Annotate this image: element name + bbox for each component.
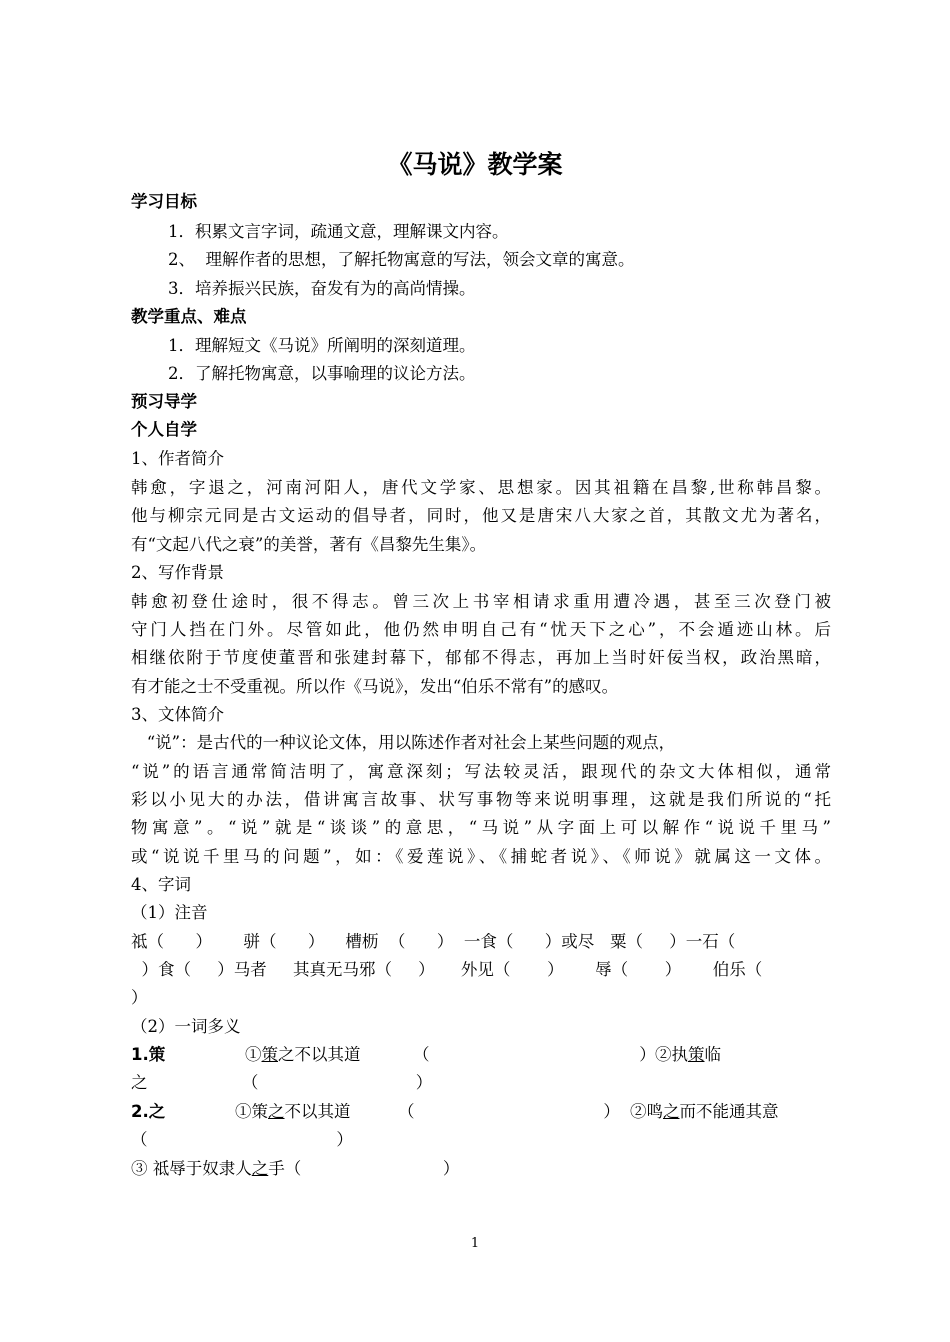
background-line: 相继依附于节度使董晋和张建封幕下，郁郁不得志，再加上当时奸佞当权，政治黑暗，: [131, 648, 831, 667]
page-title: 《马说》教学案: [387, 150, 563, 179]
polysemy-word-ce: 1.策: [131, 1045, 166, 1064]
author-line: 韩愈，字退之，河南河阳人，唐代文学家、思想家。因其祖籍在昌黎,世称韩昌黎。: [131, 478, 831, 497]
author-line: 有“文起八代之衰”的美誉，著有《昌黎先生集》。: [131, 535, 487, 554]
polysemy-label: （2）一词多义: [131, 1017, 241, 1036]
background-label: 2、写作背景: [131, 563, 224, 582]
answer-blank[interactable]: （ ）: [398, 1102, 620, 1121]
background-line: 有才能之士不受重视。所以作《马说》，发出“伯乐不常有”的感叹。: [131, 677, 619, 696]
author-label: 1、作者简介: [131, 449, 224, 468]
pronunciation-line: ）食（ ）马者 其真无马邪（ ） 外见（ ） 辱（ ） 伯乐（: [131, 960, 763, 979]
pronunciation-line: 祗（ ） 骈（ ） 槽枥 （ ） 一食（ ）或尽 粟（ ）一石（: [131, 932, 736, 951]
genre-line: 物寓意”。“说”就是“谈谈”的意思，“马说”从字面上可以解作“说说千里马”: [131, 818, 831, 837]
underlined-word: 策: [261, 1045, 278, 1064]
genre-label: 3、文体简介: [131, 705, 224, 724]
genre-line: “说”：是古代的一种议论文体，用以陈述作者对社会上某些问题的观点，: [131, 733, 676, 752]
underlined-word: 之: [268, 1102, 285, 1121]
keypoint-item: 1．理解短文《马说》所阐明的深刻道理。: [168, 336, 476, 355]
polysemy-word-zhi: 2.之: [131, 1102, 166, 1121]
genre-line: 或“说说千里马的问题”，如：《爱莲说》、《捕蛇者说》、《师说》就属这一文体。: [131, 847, 831, 866]
polysemy-sentence: ①策之不以其道: [235, 1102, 351, 1121]
pronunciation-line: ）: [131, 988, 148, 1007]
objective-item: 1．积累文言字词，疏通文意，理解课文内容。: [168, 222, 509, 241]
background-line: 守门人挡在门外。尽管如此，他仍然申明自己有“忧天下之心”，不会遁迹山林。后: [131, 620, 831, 639]
author-line: 他与柳宗元同是古文运动的倡导者，同时，他又是唐宋八大家之首，其散文尤为著名，: [131, 506, 831, 525]
genre-line: 彩以小见大的办法，借讲寓言故事、状写事物等来说明事理，这就是我们所说的“托: [131, 790, 831, 809]
background-line: 韩愈初登仕途时，很不得志。曾三次上书宰相请求重用遭冷遇，甚至三次登门被: [131, 592, 831, 611]
keypoints-heading: 教学重点、难点: [131, 307, 247, 326]
keypoint-item: 2．了解托物寓意，以事喻理的议论方法。: [168, 364, 476, 383]
underlined-word: 策: [688, 1045, 705, 1064]
answer-blank[interactable]: （ ）: [131, 1130, 353, 1149]
page-number: 1: [470, 1236, 480, 1251]
pronunciation-label: （1）注音: [131, 903, 208, 922]
objectives-heading: 学习目标: [131, 192, 197, 211]
polysemy-sentence: ②鸣之而不能通其意: [630, 1102, 779, 1121]
polysemy-sentence: ③ 祗辱于奴隶人之手（ ）: [131, 1159, 460, 1178]
objective-item: 2、 理解作者的思想，了解托物寓意的写法，领会文章的寓意。: [168, 250, 635, 269]
answer-blank[interactable]: （ ）: [413, 1045, 656, 1064]
polysemy-sentence: ①策之不以其道: [245, 1045, 361, 1064]
preview-heading: 预习导学: [131, 392, 197, 411]
answer-blank[interactable]: 之 （ ）: [131, 1073, 433, 1092]
objective-item: 3．培养振兴民族，奋发有为的高尚情操。: [168, 279, 476, 298]
words-label: 4、字词: [131, 875, 191, 894]
self-study-heading: 个人自学: [131, 420, 197, 439]
polysemy-sentence: ②执策临: [655, 1045, 721, 1064]
genre-line: “说”的语言通常简洁明了，寓意深刻；写法较灵活，跟现代的杂文大体相似，通常: [131, 762, 831, 781]
underlined-word: 之: [251, 1159, 269, 1178]
underlined-word: 之: [663, 1102, 680, 1121]
